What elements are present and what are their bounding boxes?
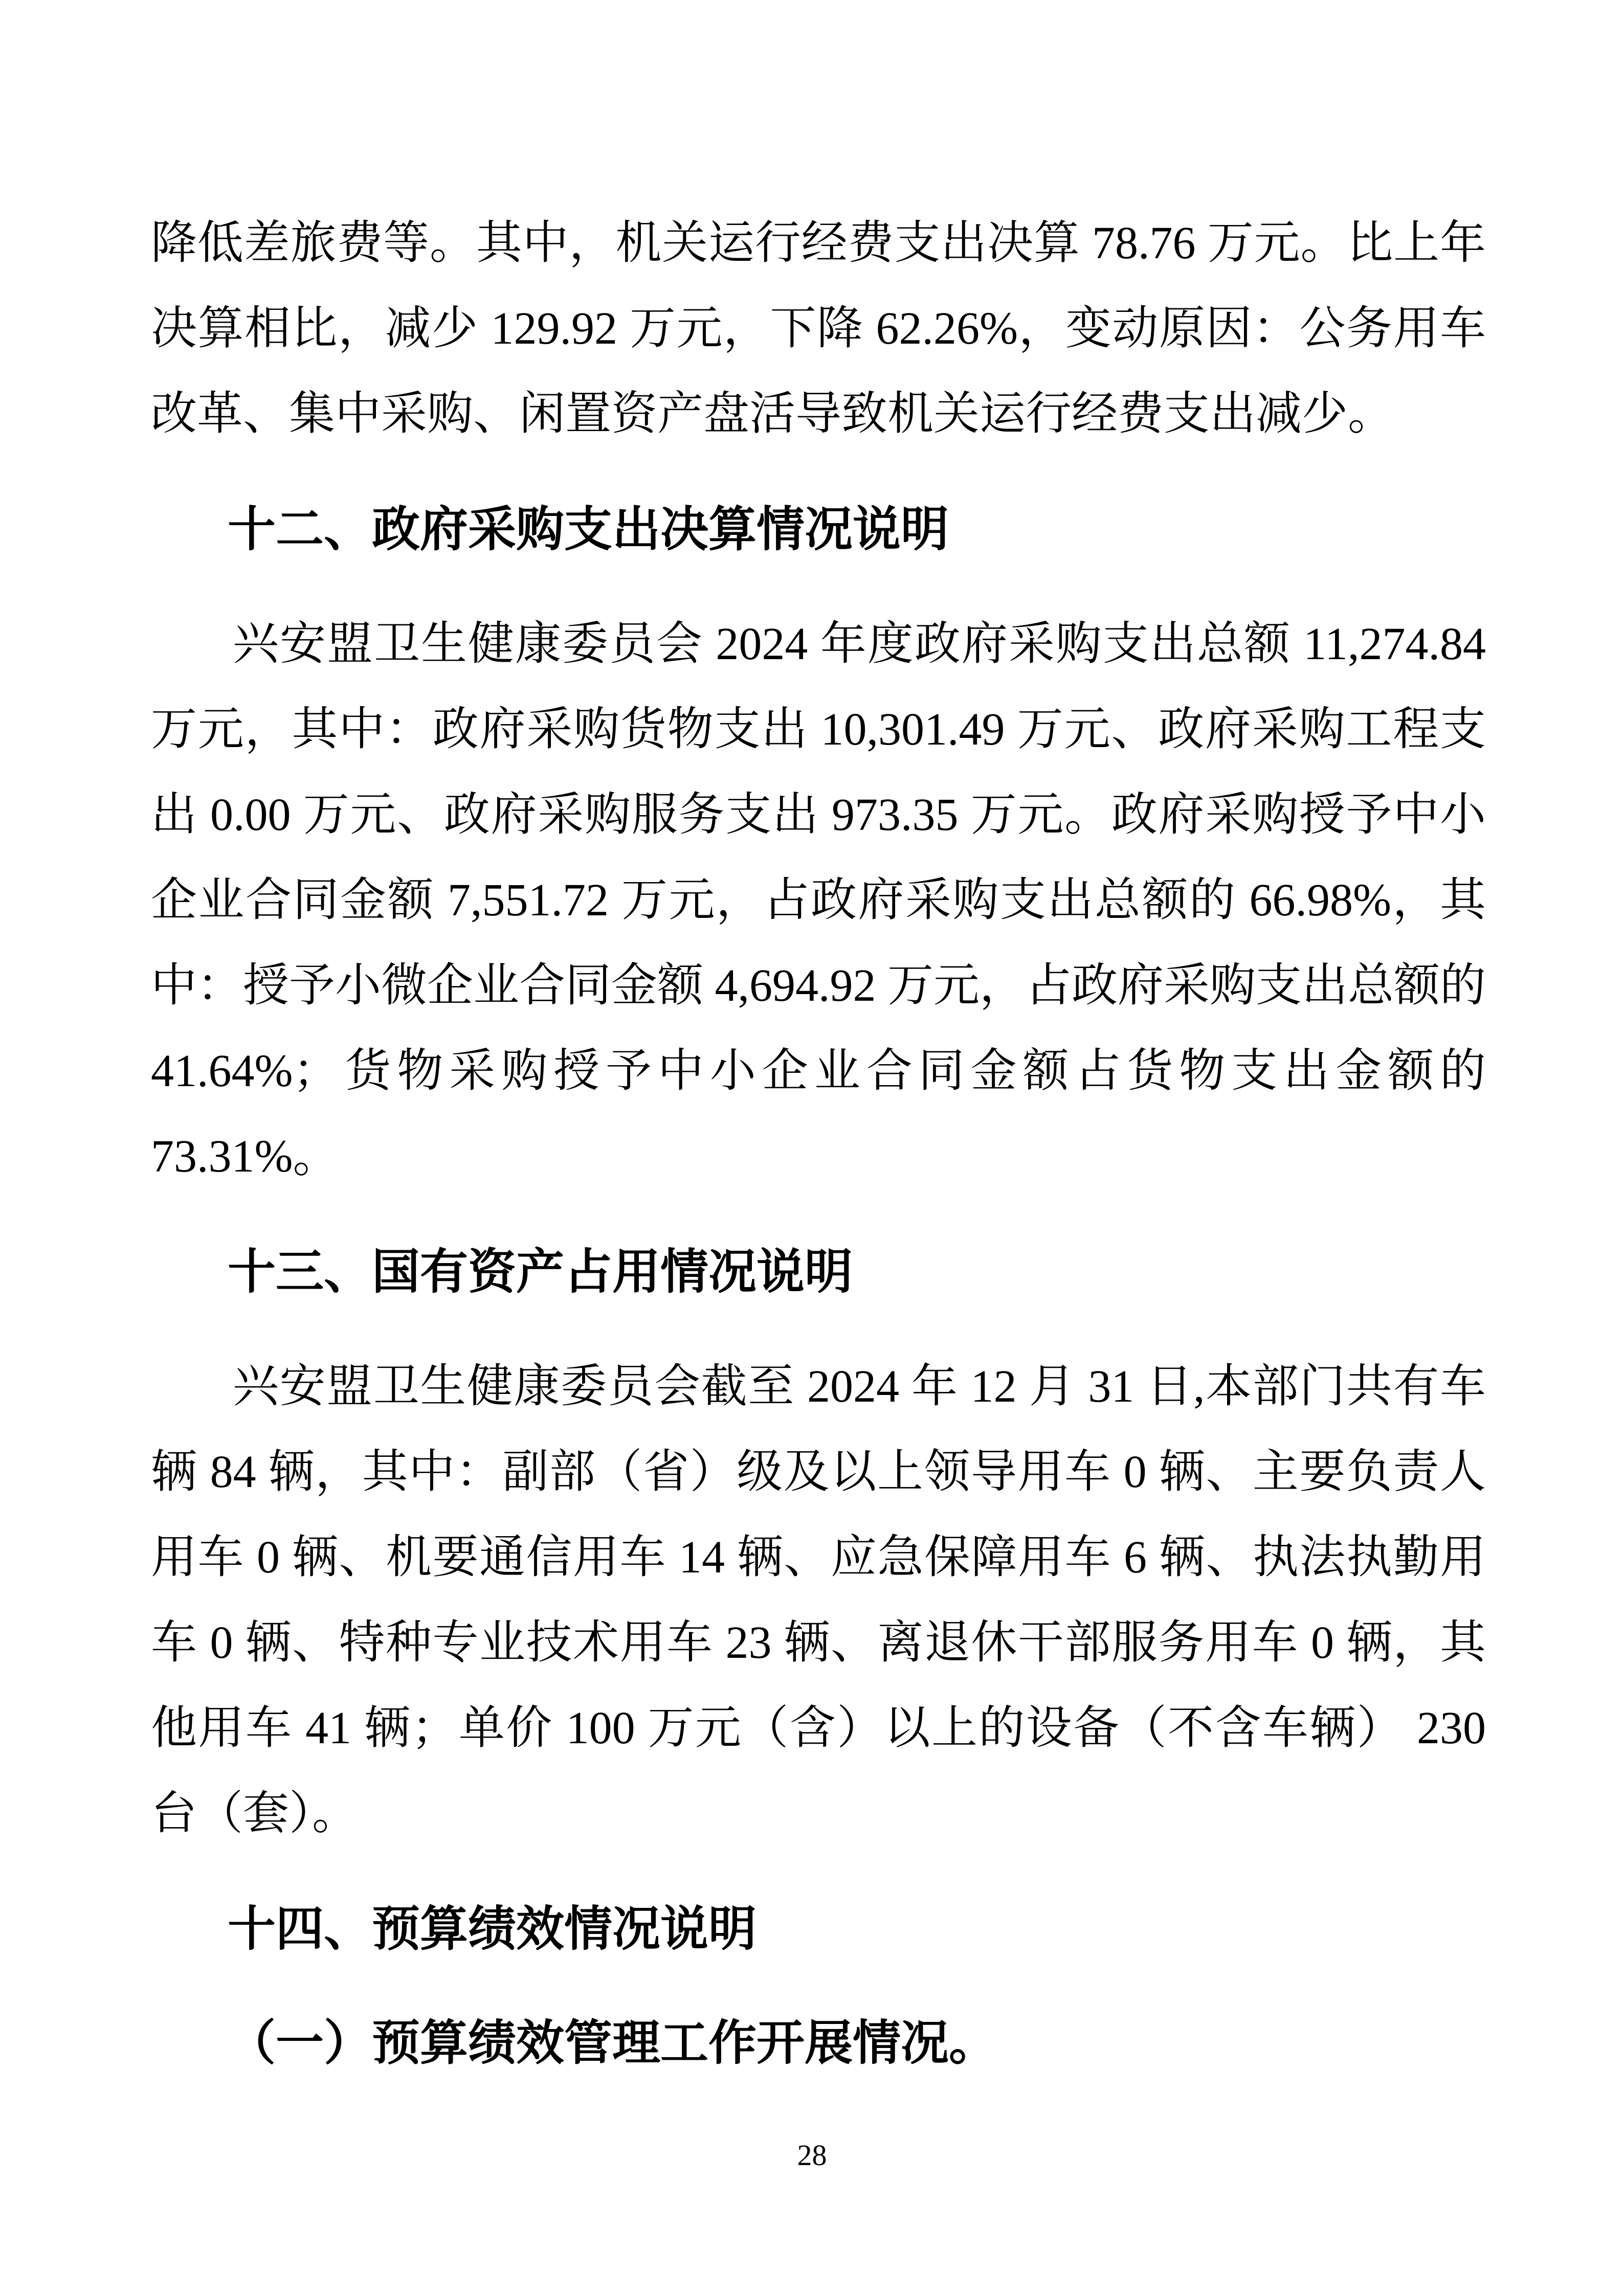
paragraph-agency-operating-expense: 降低差旅费等。其中，机关运行经费支出决算 78.76 万元。比上年决算相比，减少 129.92 万元，下降 62.26%，变动原因：公务用车改革、集中采购、闲置资产盘活导致机关运行经费支出减少。 bbox=[151, 218, 1486, 439]
sub-heading-budget-performance-management: （一）预算绩效管理工作开展情况。 bbox=[228, 2017, 997, 2070]
section-heading-12-government-procurement: 十二、政府采购支出决算情况说明 bbox=[228, 502, 949, 556]
section-heading-14-budget-performance: 十四、预算绩效情况说明 bbox=[228, 1902, 757, 1955]
paragraph-government-procurement: 兴安盟卫生健康委员会 2024 年度政府采购支出总额 11,274.84 万元，其中：政府采购货物支出 10,301.49 万元、政府采购工程支出 0.00 万元、政府采购服务支出 973.35 万元。政府采购授予中小企业合同金额 7,551.72 万元，占政府采购支出总额的 66.98%，其中：授予小微企业合同金额 4,694.92 万元，占政府采购支出总额的 41.64%；货物采购授予中小企业合同金额占货物支出金额的 73.31%。 bbox=[151, 619, 1486, 1182]
paragraph-state-owned-assets: 兴安盟卫生健康委员会截至 2024 年 12 月 31 日,本部门共有车辆 84 辆，其中：副部（省）级及以上领导用车 0 辆、主要负责人用车 0 辆、机要通信用车 14 辆、应急保障用车 6 辆、执法执勤用车 0 辆、特种专业技术用车 23 辆、离退休干部服务用车 0 辆，其他用车 41 辆；单价 100 万元（含）以上的设备（不含车辆） 230 台（套）。 bbox=[151, 1361, 1486, 1839]
section-heading-13-state-owned-assets: 十三、国有资产占用情况说明 bbox=[228, 1245, 853, 1298]
page-number: 28 bbox=[797, 2139, 827, 2172]
